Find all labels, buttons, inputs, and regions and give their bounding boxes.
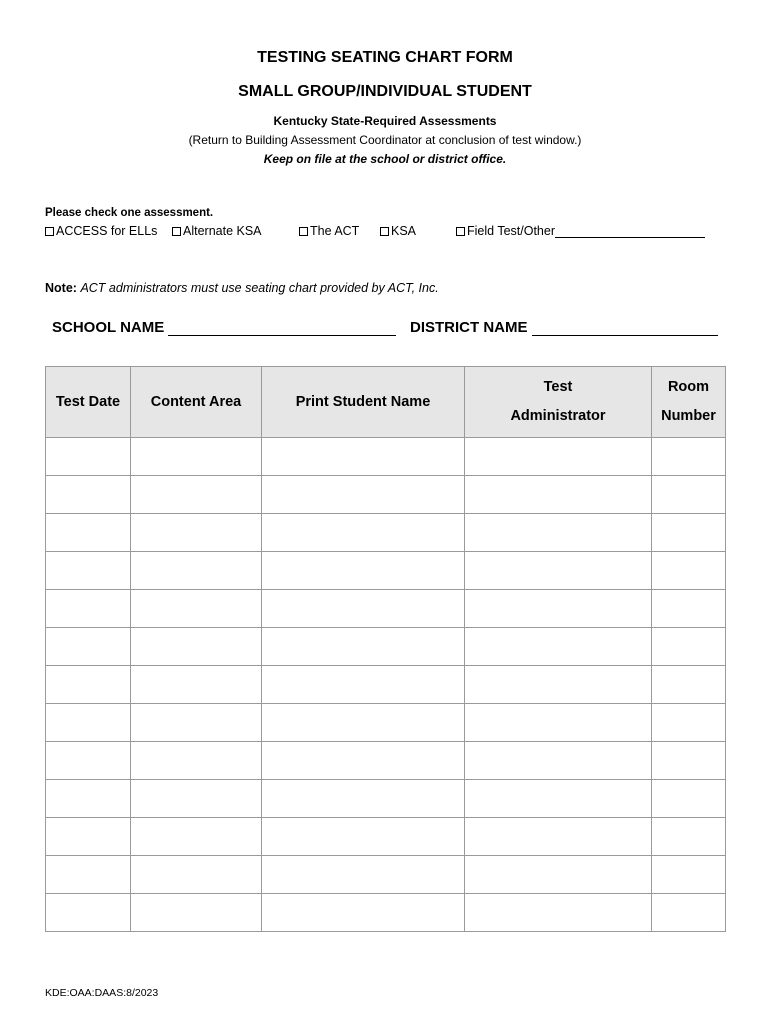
table-cell[interactable] — [131, 514, 262, 552]
table-cell[interactable] — [465, 894, 652, 932]
table-cell[interactable] — [652, 894, 726, 932]
table-cell[interactable] — [46, 552, 131, 590]
table-cell[interactable] — [262, 476, 465, 514]
option-label: KSA — [391, 224, 417, 238]
table-cell[interactable] — [46, 704, 131, 742]
column-header-student-name: Print Student Name — [262, 367, 465, 438]
table-row — [46, 742, 726, 780]
table-cell[interactable] — [131, 438, 262, 476]
table-cell[interactable] — [262, 856, 465, 894]
table-cell[interactable] — [46, 894, 131, 932]
note-text: ACT administrators must use seating chart provided by ACT, Inc. — [80, 281, 439, 295]
checkbox-icon[interactable] — [380, 227, 389, 236]
district-name-label: DISTRICT NAME — [410, 319, 528, 336]
table-row — [46, 894, 726, 932]
table-cell[interactable] — [131, 552, 262, 590]
table-cell[interactable] — [465, 552, 652, 590]
table-cell[interactable] — [652, 704, 726, 742]
table-cell[interactable] — [465, 590, 652, 628]
column-header-content-area: Content Area — [131, 367, 262, 438]
district-name-input[interactable] — [532, 319, 718, 336]
table-row — [46, 818, 726, 856]
table-cell[interactable] — [465, 780, 652, 818]
option-label: The ACT — [310, 224, 360, 238]
checkbox-icon[interactable] — [456, 227, 465, 236]
column-header-room-number: Room Number — [652, 367, 726, 438]
table-cell[interactable] — [46, 666, 131, 704]
column-header-test-administrator: Test Administrator — [465, 367, 652, 438]
assessment-instruction: Please check one assessment. — [45, 207, 214, 219]
keep-on-file-note: Keep on file at the school or district office. — [263, 152, 507, 166]
return-note: (Return to Building Assessment Coordinator at conclusion of test window.) — [188, 133, 582, 147]
form-code: KDE:OAA:DAAS:8/2023 — [45, 987, 159, 999]
table-cell[interactable] — [262, 590, 465, 628]
option-access-for-ells[interactable] — [45, 224, 157, 238]
table-cell[interactable] — [465, 476, 652, 514]
checkbox-icon[interactable] — [45, 227, 54, 236]
table-cell[interactable] — [652, 552, 726, 590]
table-cell[interactable] — [652, 514, 726, 552]
table-row — [46, 628, 726, 666]
table-cell[interactable] — [262, 628, 465, 666]
table-cell[interactable] — [652, 856, 726, 894]
form-subtitle: SMALL GROUP/INDIVIDUAL STUDENT — [238, 83, 532, 100]
checkbox-icon[interactable] — [172, 227, 181, 236]
checkbox-icon[interactable] — [299, 227, 308, 236]
table-cell[interactable] — [131, 818, 262, 856]
table-cell[interactable] — [46, 818, 131, 856]
table-cell[interactable] — [652, 818, 726, 856]
table-cell[interactable] — [131, 894, 262, 932]
table-cell[interactable] — [262, 438, 465, 476]
table-cell[interactable] — [262, 552, 465, 590]
table-cell[interactable] — [652, 590, 726, 628]
table-cell[interactable] — [652, 742, 726, 780]
school-name-field — [52, 319, 396, 336]
table-cell[interactable] — [465, 666, 652, 704]
table-row — [46, 704, 726, 742]
option-label: Field Test/Other — [467, 224, 556, 238]
note-label: Note: — [45, 281, 77, 295]
table-cell[interactable] — [46, 438, 131, 476]
table-row — [46, 514, 726, 552]
table-cell[interactable] — [465, 514, 652, 552]
table-cell[interactable] — [131, 704, 262, 742]
table-row — [46, 856, 726, 894]
table-cell[interactable] — [465, 818, 652, 856]
other-blank-line[interactable] — [555, 224, 705, 238]
assessment-options — [45, 224, 735, 244]
table-cell[interactable] — [262, 742, 465, 780]
table-cell[interactable] — [131, 742, 262, 780]
table-row — [46, 590, 726, 628]
table-header-row — [46, 367, 726, 438]
district-name-field — [410, 319, 718, 336]
table-cell[interactable] — [262, 514, 465, 552]
table-cell[interactable] — [131, 666, 262, 704]
option-ksa[interactable] — [380, 224, 416, 238]
table-cell[interactable] — [46, 476, 131, 514]
table-cell[interactable] — [46, 780, 131, 818]
option-alternate-ksa[interactable] — [172, 224, 262, 238]
table-cell[interactable] — [46, 590, 131, 628]
table-cell[interactable] — [46, 628, 131, 666]
table-cell[interactable] — [46, 856, 131, 894]
option-the-act[interactable] — [299, 224, 359, 238]
table-cell[interactable] — [262, 780, 465, 818]
seating-chart-table — [45, 366, 726, 932]
table-cell[interactable] — [652, 780, 726, 818]
table-row — [46, 476, 726, 514]
table-row — [46, 666, 726, 704]
school-name-input[interactable] — [168, 319, 396, 336]
table-cell[interactable] — [465, 628, 652, 666]
table-cell[interactable] — [131, 476, 262, 514]
column-header-test-date: Test Date — [46, 367, 131, 438]
table-cell[interactable] — [262, 704, 465, 742]
form-title: TESTING SEATING CHART FORM — [257, 49, 513, 66]
option-label: ACCESS for ELLs — [56, 224, 158, 238]
act-note — [45, 281, 439, 295]
table-cell[interactable] — [652, 628, 726, 666]
table-cell[interactable] — [652, 666, 726, 704]
table-cell[interactable] — [465, 704, 652, 742]
table-cell[interactable] — [652, 476, 726, 514]
table-cell[interactable] — [465, 438, 652, 476]
table-cell[interactable] — [262, 894, 465, 932]
table-cell[interactable] — [465, 856, 652, 894]
table-row — [46, 438, 726, 476]
assessments-heading: Kentucky State-Required Assessments — [273, 114, 497, 128]
table-row — [46, 552, 726, 590]
table-row — [46, 780, 726, 818]
table-cell[interactable] — [131, 628, 262, 666]
school-name-label: SCHOOL NAME — [52, 319, 165, 336]
table-cell[interactable] — [46, 514, 131, 552]
table-cell[interactable] — [262, 818, 465, 856]
table-cell[interactable] — [262, 666, 465, 704]
table-cell[interactable] — [652, 438, 726, 476]
table-cell[interactable] — [465, 742, 652, 780]
table-cell[interactable] — [46, 742, 131, 780]
option-field-test-other[interactable] — [456, 224, 705, 238]
option-label: Alternate KSA — [183, 224, 262, 238]
table-cell[interactable] — [131, 780, 262, 818]
table-cell[interactable] — [131, 856, 262, 894]
table-cell[interactable] — [131, 590, 262, 628]
